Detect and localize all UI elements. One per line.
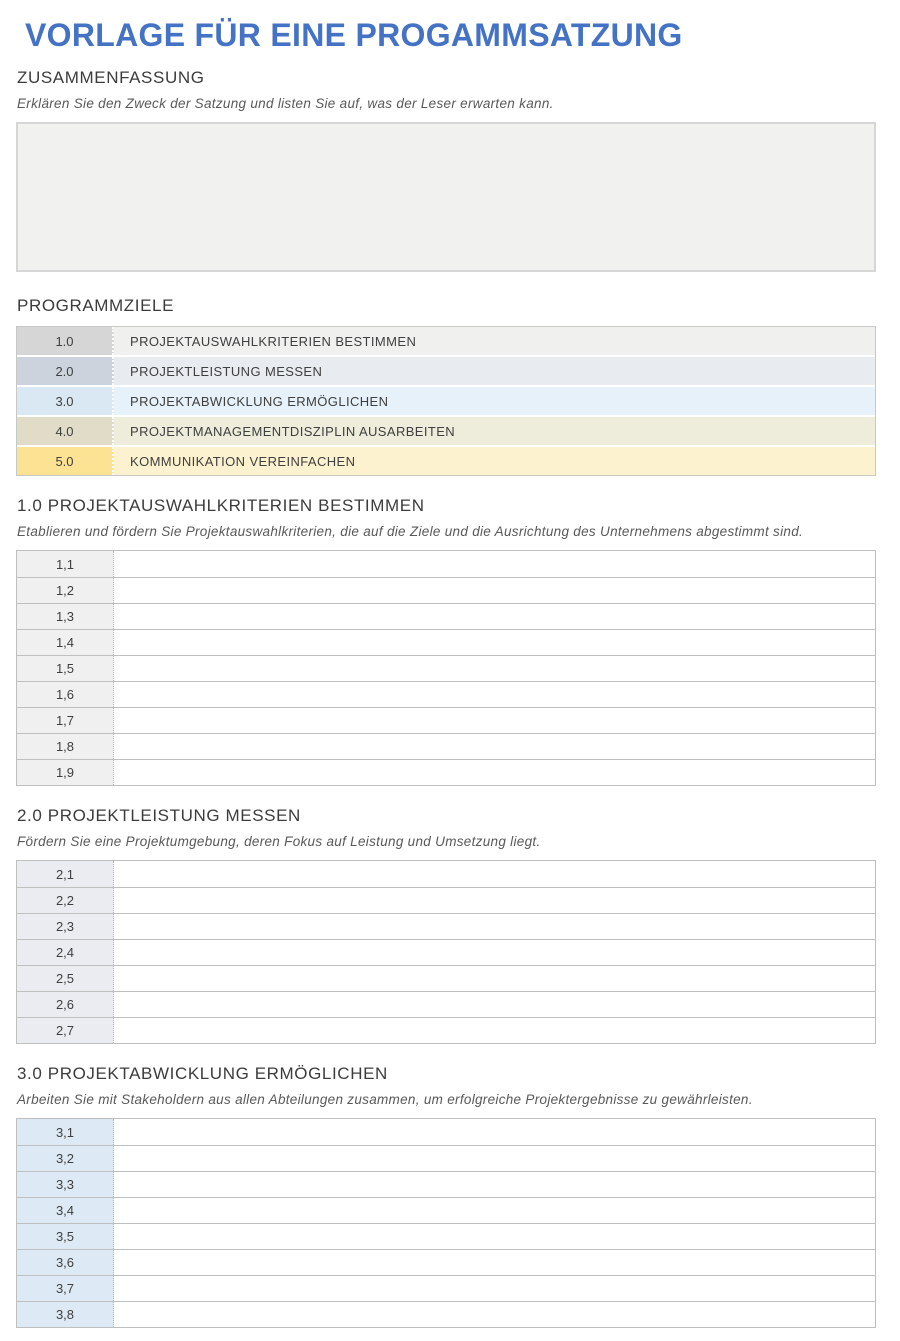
row-input-cell[interactable] [114, 966, 875, 991]
table-row [17, 707, 875, 733]
table-row [17, 965, 875, 991]
row-number: 3,8 [17, 1302, 114, 1327]
table-row [17, 1249, 875, 1275]
row-input-cell[interactable] [114, 1302, 875, 1327]
row-input-cell[interactable] [114, 1018, 875, 1043]
row-input-cell[interactable] [114, 734, 875, 759]
row-number: 3,7 [17, 1276, 114, 1301]
row-input-cell[interactable] [114, 1224, 875, 1249]
goal-label: PROJEKTAUSWAHLKRITERIEN BESTIMMEN [114, 327, 875, 355]
row-number: 1,8 [17, 734, 114, 759]
goal-row [17, 447, 875, 475]
table-row [17, 913, 875, 939]
goals-heading: PROGRAMMZIELE [17, 296, 175, 315]
row-number: 1,4 [17, 630, 114, 655]
table-row [17, 655, 875, 681]
section-2-projektleistung [0, 806, 900, 1044]
row-number: 1,5 [17, 656, 114, 681]
row-input-cell[interactable] [114, 992, 875, 1017]
row-input-cell[interactable] [114, 708, 875, 733]
row-input-cell[interactable] [114, 578, 875, 603]
section-1-heading: 1.0 PROJEKTAUSWAHLKRITERIEN BESTIMMEN [17, 496, 425, 515]
row-input-cell[interactable] [114, 861, 875, 887]
table-row [17, 629, 875, 655]
goal-label: KOMMUNIKATION VEREINFACHEN [114, 447, 875, 475]
row-number: 2,4 [17, 940, 114, 965]
section-1-description: Etablieren und fördern Sie Projektauswahlkriterien, die auf die Ziele und die Ausrichtung des Unternehmens abgestimmt sind. [17, 524, 804, 539]
row-input-cell[interactable] [114, 888, 875, 913]
row-number: 2,1 [17, 861, 114, 887]
row-input-cell[interactable] [114, 1250, 875, 1275]
summary-textbox[interactable] [16, 122, 876, 272]
row-input-cell[interactable] [114, 1146, 875, 1171]
table-row [17, 1275, 875, 1301]
table-row [17, 1171, 875, 1197]
row-number: 1,2 [17, 578, 114, 603]
table-row [17, 733, 875, 759]
goal-label: PROJEKTLEISTUNG MESSEN [114, 357, 875, 385]
section-3-projektabwicklung [0, 1064, 900, 1328]
table-row [17, 1197, 875, 1223]
row-number: 1.0 [17, 327, 114, 355]
goal-row [17, 327, 875, 355]
row-input-cell[interactable] [114, 656, 875, 681]
row-number: 1,3 [17, 604, 114, 629]
table-row [17, 603, 875, 629]
section-2-heading: 2.0 PROJEKTLEISTUNG MESSEN [17, 806, 301, 825]
summary-heading: ZUSAMMENFASSUNG [17, 68, 205, 87]
section-2-table [16, 860, 876, 1044]
row-number: 1,1 [17, 551, 114, 577]
row-number: 2.0 [17, 357, 114, 385]
section-1-table [16, 550, 876, 786]
table-row [17, 1301, 875, 1327]
row-number: 3,1 [17, 1119, 114, 1145]
row-input-cell[interactable] [114, 1198, 875, 1223]
row-number: 3,6 [17, 1250, 114, 1275]
page-title: VORLAGE FÜR EINE PROGAMMSATZUNG [25, 17, 683, 53]
row-input-cell[interactable] [114, 1172, 875, 1197]
row-number: 5.0 [17, 447, 114, 475]
row-number: 2,6 [17, 992, 114, 1017]
table-row [17, 551, 875, 577]
goal-row [17, 417, 875, 445]
section-2-description: Fördern Sie eine Projektumgebung, deren Fokus auf Leistung und Umsetzung liegt. [17, 834, 541, 849]
section-1-projektauswahlkriterien [0, 496, 900, 786]
goal-row [17, 357, 875, 385]
goals-section [0, 296, 900, 476]
row-input-cell[interactable] [114, 1119, 875, 1145]
row-number: 1,9 [17, 760, 114, 785]
row-number: 2,5 [17, 966, 114, 991]
row-input-cell[interactable] [114, 604, 875, 629]
table-row [17, 1119, 875, 1145]
row-input-cell[interactable] [114, 630, 875, 655]
table-row [17, 681, 875, 707]
summary-section [0, 68, 900, 272]
row-number: 1,7 [17, 708, 114, 733]
table-row [17, 861, 875, 887]
row-number: 4.0 [17, 417, 114, 445]
row-number: 3,3 [17, 1172, 114, 1197]
row-number: 3,4 [17, 1198, 114, 1223]
goal-label: PROJEKTMANAGEMENTDISZIPLIN AUSARBEITEN [114, 417, 875, 445]
table-row [17, 887, 875, 913]
goals-table [16, 326, 876, 476]
row-input-cell[interactable] [114, 760, 875, 785]
row-input-cell[interactable] [114, 940, 875, 965]
section-3-heading: 3.0 PROJEKTABWICKLUNG ERMÖGLICHEN [17, 1064, 388, 1083]
row-number: 3,5 [17, 1224, 114, 1249]
row-number: 3,2 [17, 1146, 114, 1171]
table-row [17, 991, 875, 1017]
row-number: 3.0 [17, 387, 114, 415]
row-input-cell[interactable] [114, 682, 875, 707]
goal-row [17, 387, 875, 415]
table-row [17, 1017, 875, 1043]
row-number: 2,7 [17, 1018, 114, 1043]
section-3-description: Arbeiten Sie mit Stakeholdern aus allen Abteilungen zusammen, um erfolgreiche Projektergebnisse zu gewährleisten. [17, 1092, 753, 1107]
row-number: 1,6 [17, 682, 114, 707]
row-number: 2,3 [17, 914, 114, 939]
table-row [17, 1223, 875, 1249]
row-input-cell[interactable] [114, 914, 875, 939]
row-number: 2,2 [17, 888, 114, 913]
table-row [17, 939, 875, 965]
summary-description: Erklären Sie den Zweck der Satzung und listen Sie auf, was der Leser erwarten kann. [17, 96, 554, 111]
section-3-table [16, 1118, 876, 1328]
table-row [17, 759, 875, 785]
goal-label: PROJEKTABWICKLUNG ERMÖGLICHEN [114, 387, 875, 415]
row-input-cell[interactable] [114, 551, 875, 577]
row-input-cell[interactable] [114, 1276, 875, 1301]
table-row [17, 577, 875, 603]
table-row [17, 1145, 875, 1171]
